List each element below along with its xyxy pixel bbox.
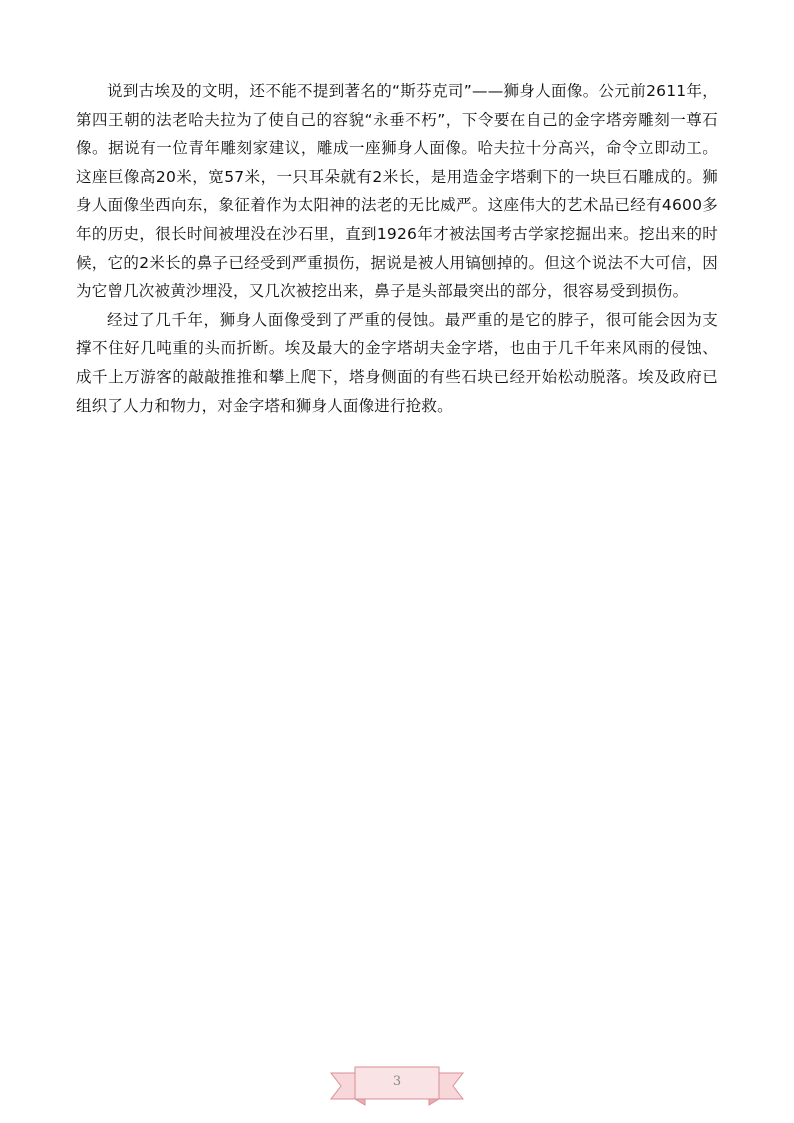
body-text (76, 77, 718, 420)
paragraph-1: 说到古埃及的文明，还不能不提到著名的“斯芬克司”——狮身人面像。公元前2611年，第四王朝的法老哈夫拉为了使自己的容貌“永垂不朽”，下令要在自己的金字塔旁雕刻一尊石像。据说有一位青年雕刻家建议，雕成一座狮身人面像。哈夫拉十分高兴，命令立即动工。这座巨像高20米，宽57米，一只耳朵就有2米长，是用造金字塔剩下的一块巨石雕成的。狮身人面像坐西向东，象征着作为太阳神的法老的无比威严。这座伟大的艺术品已经有4600多年的历史，很长时间被埋没在沙石里，直到1926年才被法国考古学家挖掘出来。挖出来的时候，它的2米长的鼻子已经受到严重损伤，据说是被人用镐刨掉的。但这个说法不大可信，因为它曾几次被黄沙埋没，又几次被挖出来，鼻子是头部最突出的部分，很容易受到损伤。 (76, 82, 718, 301)
paragraph-2: 经过了几千年，狮身人面像受到了严重的侵蚀。最严重的是它的脖子，很可能会因为支撑不住好几吨重的头而折断。埃及最大的金字塔胡夫金字塔，也由于几千年来风雨的侵蚀、成千上万游客的敲敲推推和攀上爬下，塔身侧面的有些石块已经开始松动脱落。埃及政府已组织了人力和物力，对金字塔和狮身人面像进行抢救。 (76, 310, 718, 415)
ribbon-right-fold (429, 1099, 439, 1105)
page-number-ribbon (329, 1063, 465, 1109)
ribbon-left-fold (355, 1099, 365, 1105)
page-number: 3 (392, 1074, 402, 1089)
